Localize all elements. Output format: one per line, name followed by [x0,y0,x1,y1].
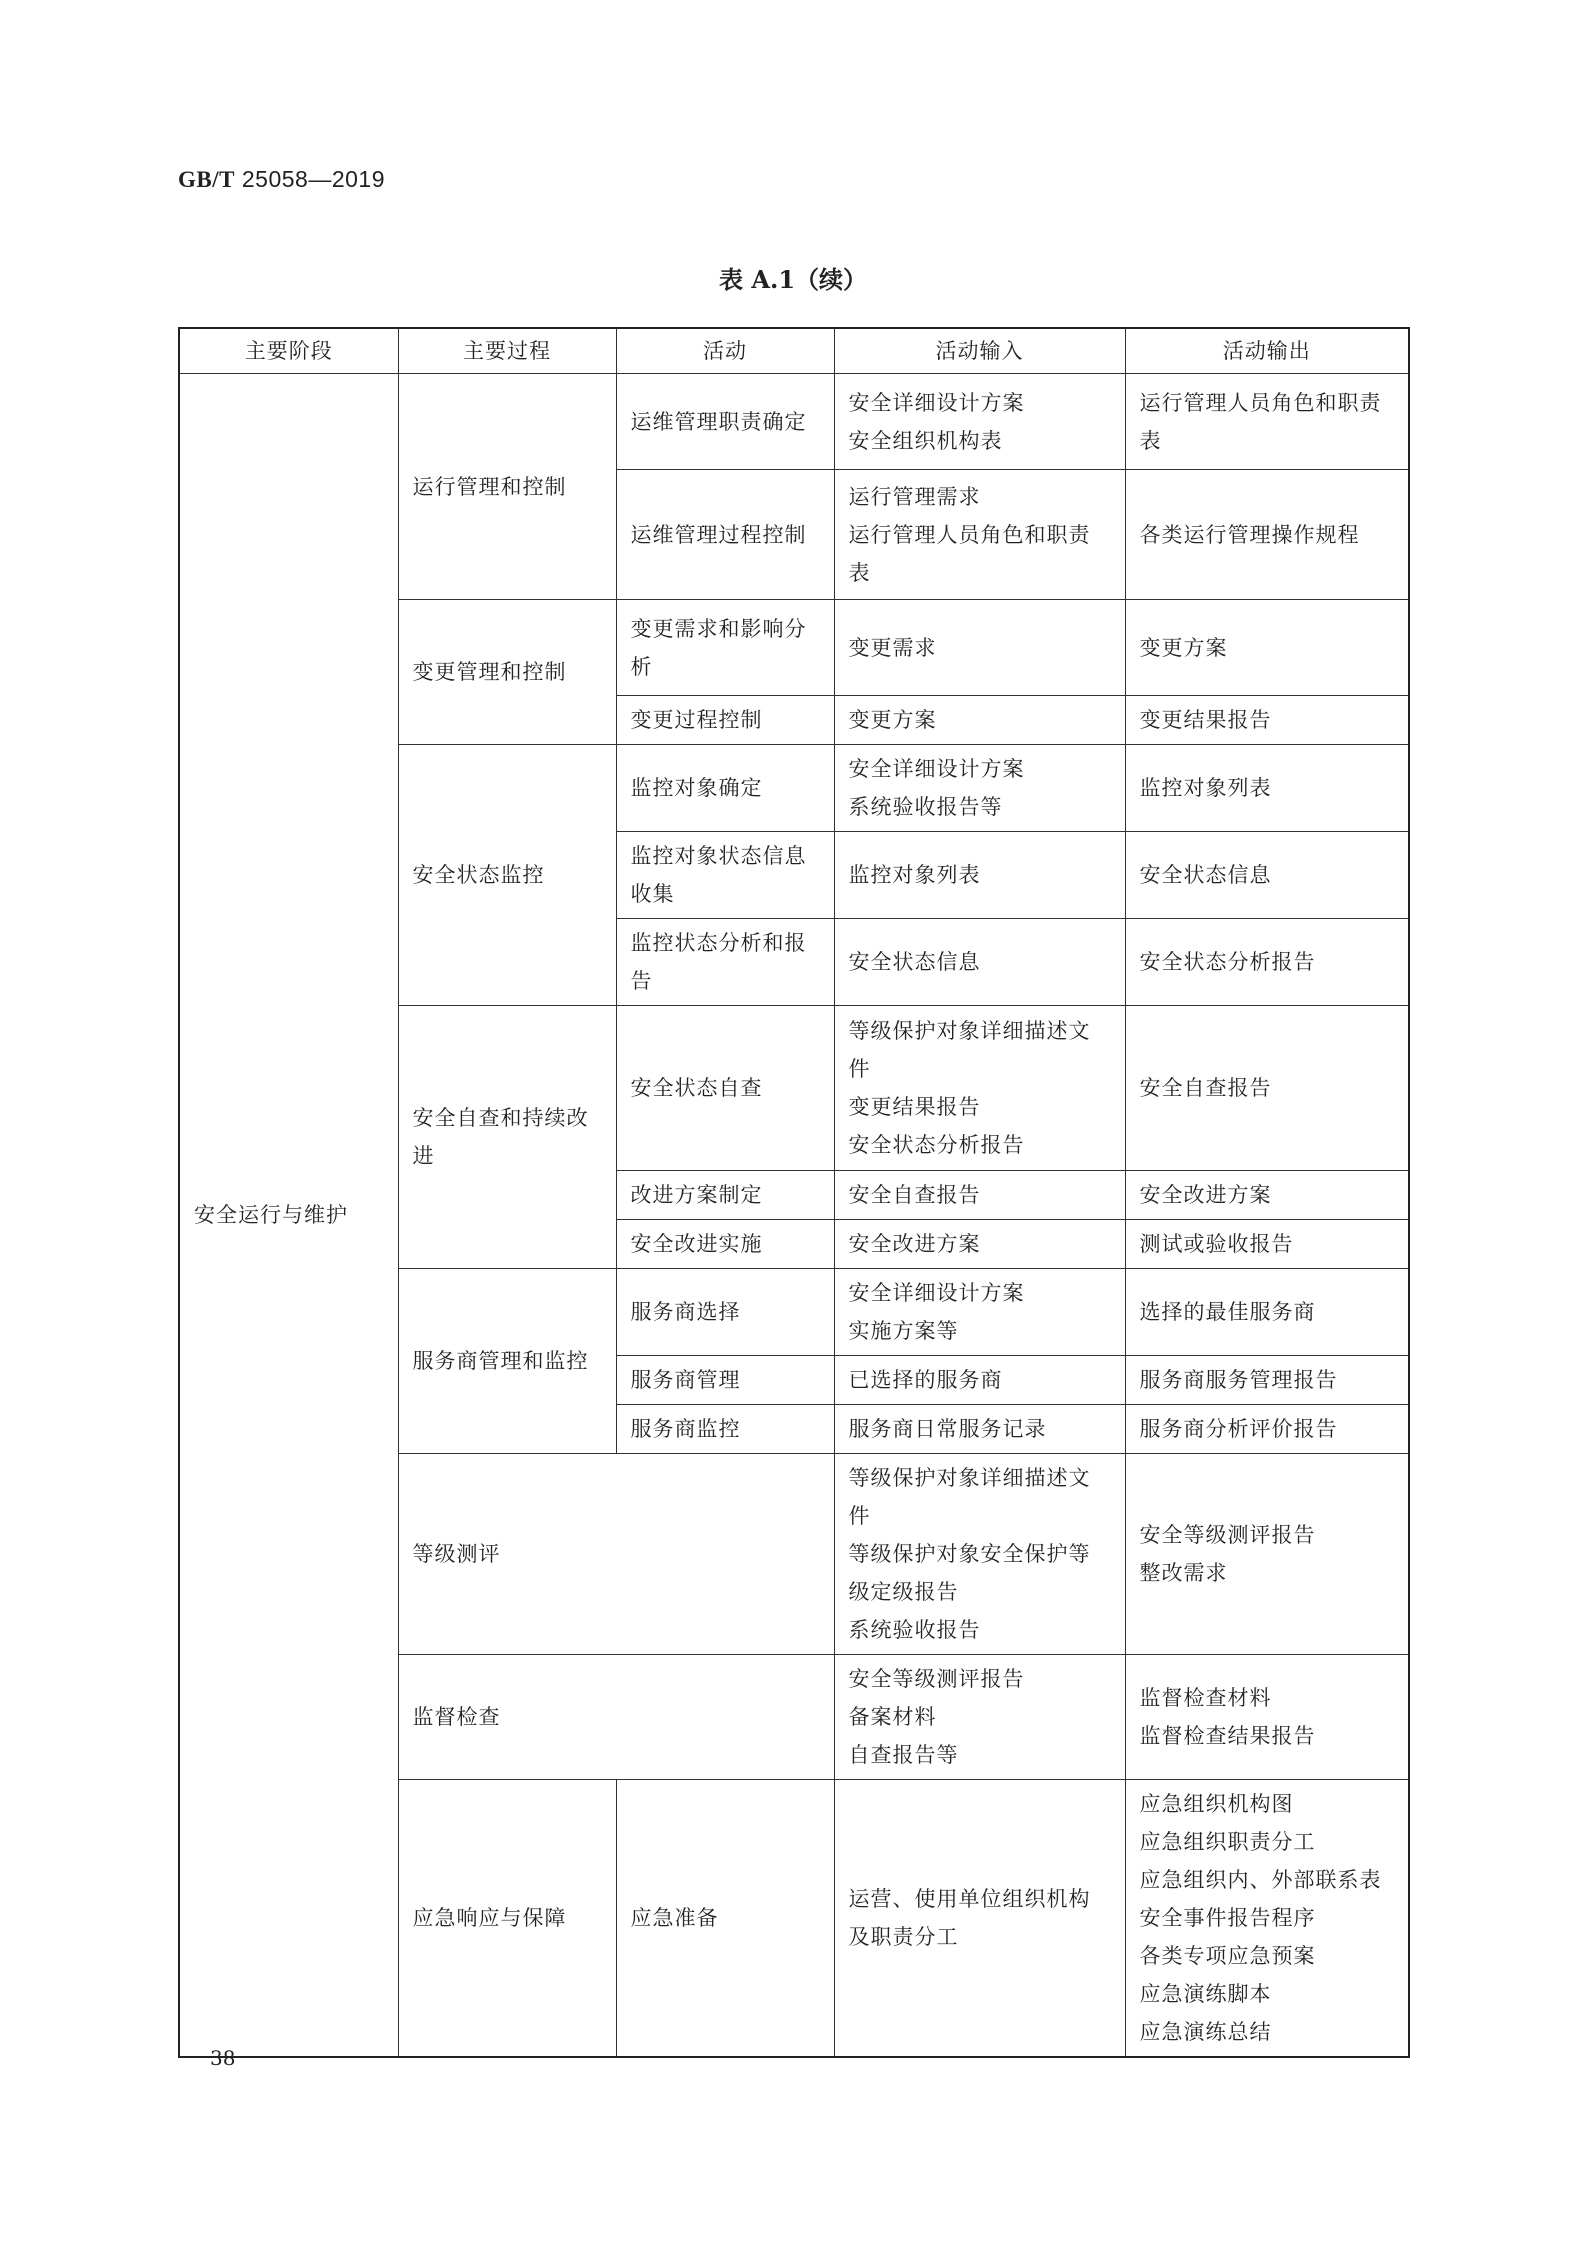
cell-line: 安全改进方案 [848,1232,981,1256]
column-header: 活动输入 [834,328,1125,374]
cell-line: 安全等级测评报告 [1139,1523,1316,1547]
activity-cell: 服务商选择 [616,1269,834,1356]
activity-cell: 监控对象确定 [616,745,834,832]
activity-input-cell [834,1655,1125,1780]
cell-line: 服务商服务管理报告 [1139,1368,1338,1392]
activity-cell: 改进方案制定 [616,1171,834,1220]
activity-output-cell [1125,1171,1409,1220]
cell-line: 运行管理人员角色和职责表 [1139,390,1382,453]
cell-line: 安全详细设计方案 [848,390,1025,415]
cell-line: 等级保护对象详细描述文件 [848,1019,1091,1081]
cell-line: 等级保护对象详细描述文件 [848,1466,1091,1528]
column-header: 主要阶段 [179,328,398,374]
cell-line: 应急组织机构图 [1139,1792,1294,1816]
cell-line: 监控对象列表 [848,863,981,887]
activity-output-cell [1125,1220,1409,1269]
cell-line: 变更方案 [848,708,937,732]
cell-line: 安全状态分析报告 [848,1133,1025,1157]
cell-line: 变更方案 [1139,635,1228,660]
cell-line: 监督检查结果报告 [1139,1724,1316,1748]
cell-line: 安全详细设计方案 [848,1281,1025,1305]
process-cell: 安全自查和持续改进 [398,1006,616,1269]
activity-cell: 安全状态自查 [616,1006,834,1171]
process-cell: 安全状态监控 [398,745,616,1006]
activity-output-cell [1125,1006,1409,1171]
cell-line: 应急演练总结 [1139,2020,1272,2044]
activity-output-cell [1125,1356,1409,1405]
cell-line: 各类专项应急预案 [1139,1944,1316,1968]
activity-input-cell [834,1405,1125,1454]
activity-input-cell [834,374,1125,470]
activity-output-cell [1125,1655,1409,1780]
column-header: 活动输出 [1125,328,1409,374]
cell-line: 服务商分析评价报告 [1139,1417,1338,1441]
activity-cell: 服务商监控 [616,1405,834,1454]
cell-line: 系统验收报告 [848,1618,981,1642]
cell-line: 安全详细设计方案 [848,757,1025,781]
activity-cell: 变更需求和影响分析 [616,600,834,696]
cell-line: 应急组织职责分工 [1139,1830,1316,1854]
activity-output-cell [1125,696,1409,745]
cell-line: 变更结果报告 [1139,708,1272,732]
process-cell: 服务商管理和监控 [398,1269,616,1454]
page-number: 38 [210,2046,236,2070]
cell-line: 实施方案等 [848,1319,959,1343]
table-title: 表 A.1（续） [718,265,868,294]
activity-input-cell [834,1006,1125,1171]
cell-line: 各类运行管理操作规程 [1139,522,1360,547]
table-header-row [179,328,1409,374]
cell-line: 服务商日常服务记录 [848,1417,1047,1441]
cell-line: 变更结果报告 [848,1095,981,1119]
cell-line: 变更需求 [848,635,937,660]
activity-cell: 运维管理职责确定 [616,374,834,470]
activity-output-cell [1125,374,1409,470]
cell-line: 选择的最佳服务商 [1139,1300,1316,1324]
activity-output-cell [1125,1269,1409,1356]
activity-output-cell [1125,600,1409,696]
activity-output-cell [1125,470,1409,600]
activity-cell: 服务商管理 [616,1356,834,1405]
process-cell: 变更管理和控制 [398,600,616,745]
table-row [179,374,1409,470]
activity-input-cell [834,1356,1125,1405]
cell-line: 应急组织内、外部联系表 [1139,1868,1382,1892]
activity-output-cell [1125,745,1409,832]
table-body [179,374,1409,2058]
cell-line: 监督检查材料 [1139,1686,1272,1710]
cell-line: 安全自查报告 [1139,1076,1272,1100]
column-header: 活动 [616,328,834,374]
process-cell: 应急响应与保障 [398,1780,616,2058]
activity-output-cell [1125,919,1409,1006]
activity-output-cell [1125,1780,1409,2058]
activity-cell: 监控状态分析和报告 [616,919,834,1006]
column-header: 主要过程 [398,328,616,374]
process-cell: 监督检查 [398,1655,834,1780]
standard-code-number: 25058—2019 [241,166,385,192]
cell-line: 应急演练脚本 [1139,1982,1272,2006]
cell-line: 安全等级测评报告 [848,1667,1025,1691]
activity-output-cell [1125,832,1409,919]
activity-input-cell [834,1220,1125,1269]
activity-output-cell [1125,1454,1409,1655]
activity-input-cell [834,919,1125,1006]
cell-line: 自查报告等 [848,1743,959,1767]
activity-cell: 应急准备 [616,1780,834,2058]
process-cell: 运行管理和控制 [398,374,616,600]
cell-line: 安全事件报告程序 [1139,1906,1316,1930]
cell-line: 备案材料 [848,1705,937,1729]
cell-line: 安全组织机构表 [848,428,1003,453]
cell-line: 等级保护对象安全保护等级定级报告 [848,1542,1091,1604]
cell-line: 安全状态信息 [848,950,981,974]
activity-input-cell [834,470,1125,600]
activity-table [178,327,1410,2058]
cell-line: 测试或验收报告 [1139,1232,1294,1256]
activity-cell: 变更过程控制 [616,696,834,745]
cell-line: 安全状态分析报告 [1139,950,1316,974]
cell-line: 运营、使用单位组织机构及职责分工 [848,1887,1091,1949]
activity-input-cell [834,600,1125,696]
cell-line: 运行管理需求 [848,484,981,509]
process-cell: 等级测评 [398,1454,834,1655]
activity-input-cell [834,696,1125,745]
activity-input-cell [834,832,1125,919]
cell-line: 安全自查报告 [848,1183,981,1207]
cell-line: 安全改进方案 [1139,1183,1272,1207]
cell-line: 整改需求 [1139,1561,1228,1585]
cell-line: 监控对象列表 [1139,776,1272,800]
activity-cell: 监控对象状态信息收集 [616,832,834,919]
activity-input-cell [834,1269,1125,1356]
activity-input-cell [834,1171,1125,1220]
activity-output-cell [1125,1405,1409,1454]
activity-cell: 运维管理过程控制 [616,470,834,600]
cell-line: 安全状态信息 [1139,863,1272,887]
standard-code [178,166,385,193]
activity-input-cell [834,1454,1125,1655]
cell-line: 已选择的服务商 [848,1368,1003,1392]
activity-cell: 安全改进实施 [616,1220,834,1269]
cell-line: 系统验收报告等 [848,795,1003,819]
stage-cell: 安全运行与维护 [179,374,398,2058]
activity-input-cell [834,1780,1125,2058]
cell-line: 运行管理人员角色和职责表 [848,522,1091,585]
activity-input-cell [834,745,1125,832]
standard-code-prefix: GB/T [178,167,235,192]
